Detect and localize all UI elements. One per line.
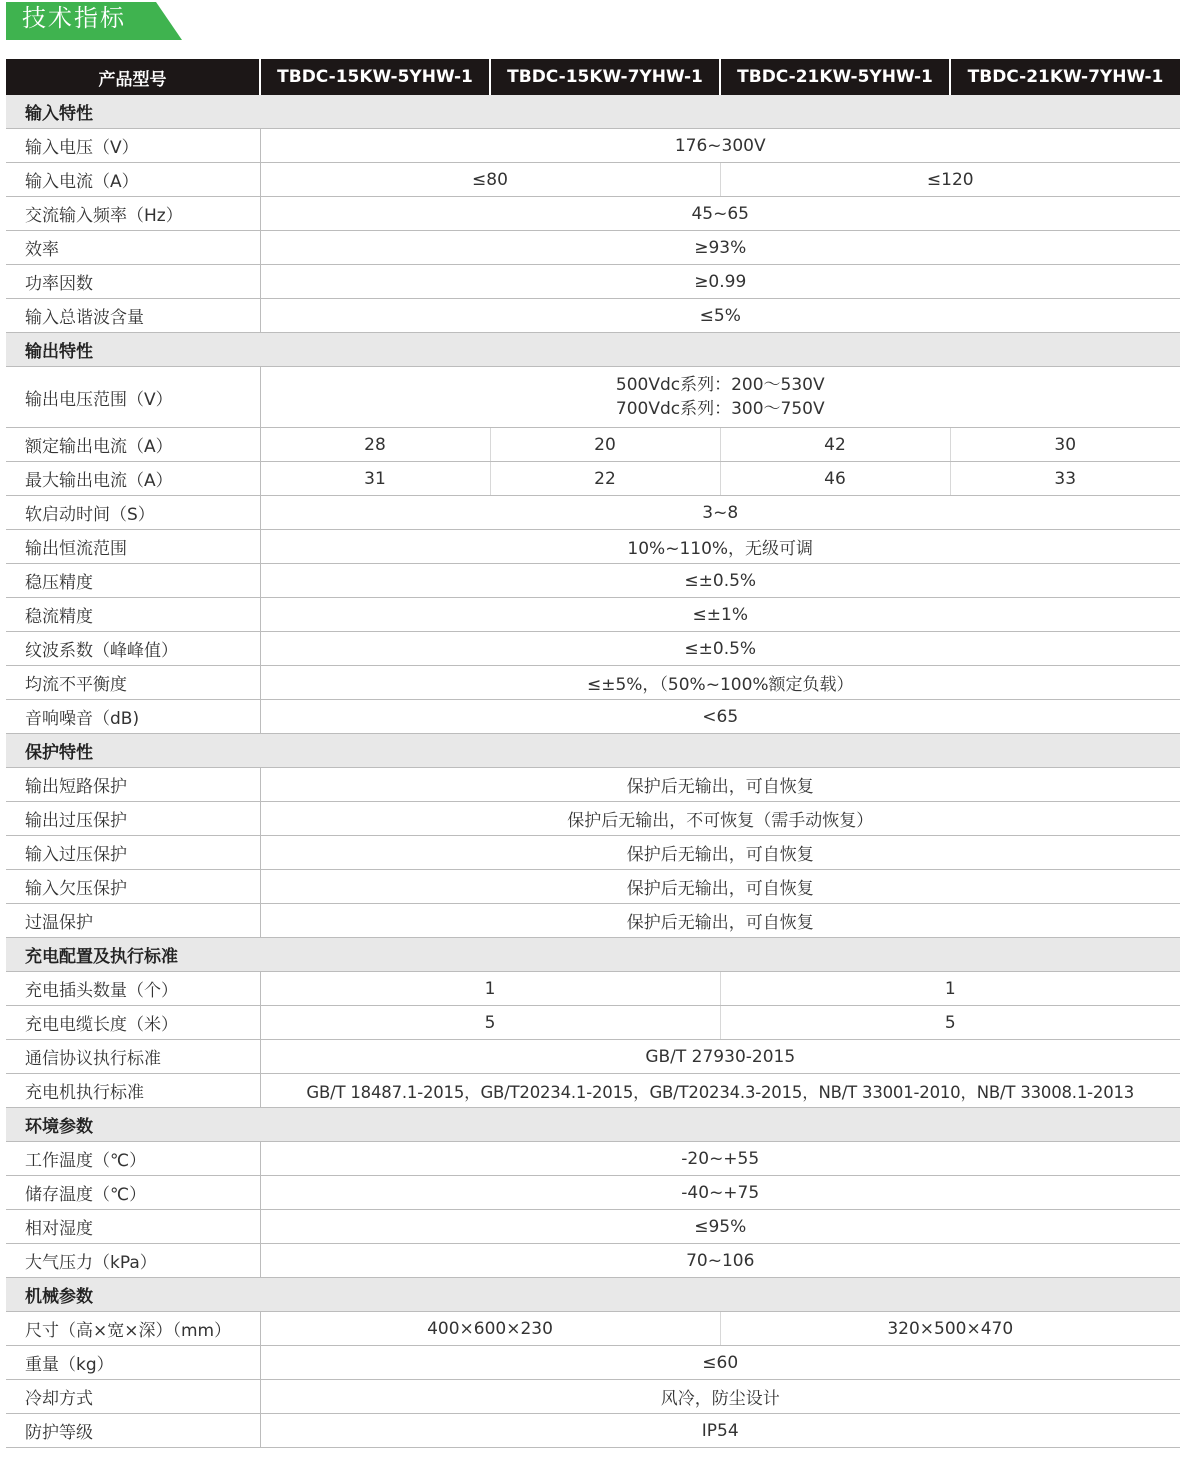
- row-value: -20~+55: [260, 1142, 1180, 1176]
- table-row: [6, 1040, 1180, 1074]
- table-row: [6, 1006, 1180, 1040]
- table-header: [6, 59, 1180, 95]
- section-title: 环境参数: [6, 1108, 1180, 1142]
- row-value: ≤±0.5%: [260, 564, 1180, 598]
- row-value: 5: [260, 1006, 720, 1040]
- row-value: 保护后无输出，可自恢复: [260, 768, 1180, 802]
- header-label: 产品型号: [6, 59, 260, 95]
- row-label: 充电电缆长度（米）: [6, 1006, 260, 1040]
- row-label: 最大输出电流（A）: [6, 462, 260, 496]
- row-label: 相对湿度: [6, 1210, 260, 1244]
- row-label: 额定输出电流（A）: [6, 428, 260, 462]
- row-value: GB/T 27930-2015: [260, 1040, 1180, 1074]
- table-row: [6, 163, 1180, 197]
- table-row: [6, 1346, 1180, 1380]
- row-value: 33: [950, 462, 1180, 496]
- row-label: 输入电压（V）: [6, 129, 260, 163]
- row-label: 纹波系数（峰峰值）: [6, 632, 260, 666]
- row-value: <65: [260, 700, 1180, 734]
- row-value: 31: [260, 462, 490, 496]
- row-label: 软启动时间（S）: [6, 496, 260, 530]
- row-label: 输出电压范围（V）: [6, 367, 260, 428]
- table-row: [6, 870, 1180, 904]
- table-row: [6, 530, 1180, 564]
- row-value: 46: [720, 462, 950, 496]
- row-label: 充电机执行标准: [6, 1074, 260, 1108]
- table-row: [6, 666, 1180, 700]
- row-label: 均流不平衡度: [6, 666, 260, 700]
- row-value: 1: [720, 972, 1180, 1006]
- row-value: 1: [260, 972, 720, 1006]
- row-label: 稳流精度: [6, 598, 260, 632]
- row-value: 45~65: [260, 197, 1180, 231]
- table-row: [6, 836, 1180, 870]
- table-row: [6, 1244, 1180, 1278]
- table-row: [6, 197, 1180, 231]
- row-value: 保护后无输出，可自恢复: [260, 904, 1180, 938]
- table-row: [6, 1312, 1180, 1346]
- section-title: 输入特性: [6, 95, 1180, 129]
- row-value: 22: [490, 462, 720, 496]
- row-label: 工作温度（℃）: [6, 1142, 260, 1176]
- row-value: ≤5%: [260, 299, 1180, 333]
- voltage-range-line: 500Vdc系列：200～530V: [615, 375, 825, 395]
- row-value: 10%~110%，无级可调: [260, 530, 1180, 564]
- row-label: 冷却方式: [6, 1380, 260, 1414]
- row-label: 功率因数: [6, 265, 260, 299]
- row-value: 风冷，防尘设计: [260, 1380, 1180, 1414]
- row-value: ≤±0.5%: [260, 632, 1180, 666]
- row-label: 大气压力（kPa）: [6, 1244, 260, 1278]
- row-value: 28: [260, 428, 490, 462]
- table-row: [6, 496, 1180, 530]
- section-title: 保护特性: [6, 734, 1180, 768]
- row-value: 5: [720, 1006, 1180, 1040]
- row-value: ≤80: [260, 163, 720, 197]
- table-row: [6, 1176, 1180, 1210]
- row-value: 70~106: [260, 1244, 1180, 1278]
- row-value: ≤95%: [260, 1210, 1180, 1244]
- header-model: TBDC-15KW-7YHW-1: [490, 59, 720, 95]
- section-title: 充电配置及执行标准: [6, 938, 1180, 972]
- header-model: TBDC-15KW-5YHW-1: [260, 59, 490, 95]
- section-environment: [6, 1108, 1180, 1142]
- row-value: 42: [720, 428, 950, 462]
- section-mechanical: [6, 1278, 1180, 1312]
- row-label: 音响噪音（dB): [6, 700, 260, 734]
- table-row: [6, 700, 1180, 734]
- row-label: 输入总谐波含量: [6, 299, 260, 333]
- row-label: 重量（kg）: [6, 1346, 260, 1380]
- row-value: 30: [950, 428, 1180, 462]
- row-label: 储存温度（℃）: [6, 1176, 260, 1210]
- row-value: ≤120: [720, 163, 1180, 197]
- table-row: [6, 1210, 1180, 1244]
- row-label: 充电插头数量（个）: [6, 972, 260, 1006]
- row-value: ≤±5%，（50%~100%额定负载）: [260, 666, 1180, 700]
- section-title: 输出特性: [6, 333, 1180, 367]
- row-value: 320×500×470: [720, 1312, 1180, 1346]
- row-value: 保护后无输出，可自恢复: [260, 870, 1180, 904]
- section-title: 机械参数: [6, 1278, 1180, 1312]
- page-title: 技术指标: [22, 4, 126, 32]
- table-row: [6, 598, 1180, 632]
- table-row: [6, 632, 1180, 666]
- section-protection: [6, 734, 1180, 768]
- table-row: [6, 972, 1180, 1006]
- row-label: 输入过压保护: [6, 836, 260, 870]
- row-value: -40~+75: [260, 1176, 1180, 1210]
- row-value: [260, 367, 1180, 428]
- row-label: 输出恒流范围: [6, 530, 260, 564]
- table-row: [6, 299, 1180, 333]
- row-label: 输入欠压保护: [6, 870, 260, 904]
- section-output: [6, 333, 1180, 367]
- table-row: [6, 129, 1180, 163]
- row-label: 输出过压保护: [6, 802, 260, 836]
- row-label: 输出短路保护: [6, 768, 260, 802]
- table-row: [6, 1074, 1180, 1108]
- header-model: TBDC-21KW-7YHW-1: [950, 59, 1180, 95]
- row-value: 保护后无输出，可自恢复: [260, 836, 1180, 870]
- row-label: 尺寸（高×宽×深）（mm）: [6, 1312, 260, 1346]
- row-value: ≤60: [260, 1346, 1180, 1380]
- header-model: TBDC-21KW-5YHW-1: [720, 59, 950, 95]
- section-input: [6, 95, 1180, 129]
- row-label: 稳压精度: [6, 564, 260, 598]
- row-value: 20: [490, 428, 720, 462]
- row-value: ≥93%: [260, 231, 1180, 265]
- row-value: 176~300V: [260, 129, 1180, 163]
- table-row: [6, 802, 1180, 836]
- table-row: [6, 768, 1180, 802]
- row-label: 输入电流（A）: [6, 163, 260, 197]
- row-value: ≤±1%: [260, 598, 1180, 632]
- table-row: [6, 231, 1180, 265]
- table-row: [6, 564, 1180, 598]
- row-value: 400×600×230: [260, 1312, 720, 1346]
- row-label: 交流输入频率（Hz）: [6, 197, 260, 231]
- row-value: 3~8: [260, 496, 1180, 530]
- row-value: ≥0.99: [260, 265, 1180, 299]
- table-row: [6, 1380, 1180, 1414]
- spec-table: [6, 59, 1180, 1448]
- table-row: [6, 367, 1180, 428]
- table-row: [6, 904, 1180, 938]
- row-value: 保护后无输出，不可恢复（需手动恢复）: [260, 802, 1180, 836]
- row-label: 过温保护: [6, 904, 260, 938]
- row-label: 通信协议执行标准: [6, 1040, 260, 1074]
- table-row: [6, 1142, 1180, 1176]
- row-value: GB/T 18487.1-2015，GB/T20234.1-2015，GB/T20234.3-2015，NB/T 33001-2010，NB/T 33008.1-2013: [260, 1074, 1180, 1108]
- row-label: 效率: [6, 231, 260, 265]
- voltage-range-line: 700Vdc系列：300～750V: [615, 399, 825, 419]
- table-row: [6, 1414, 1180, 1448]
- table-row: [6, 428, 1180, 462]
- table-row: [6, 462, 1180, 496]
- row-label: 防护等级: [6, 1414, 260, 1448]
- table-row: [6, 265, 1180, 299]
- row-value: IP54: [260, 1414, 1180, 1448]
- section-charging: [6, 938, 1180, 972]
